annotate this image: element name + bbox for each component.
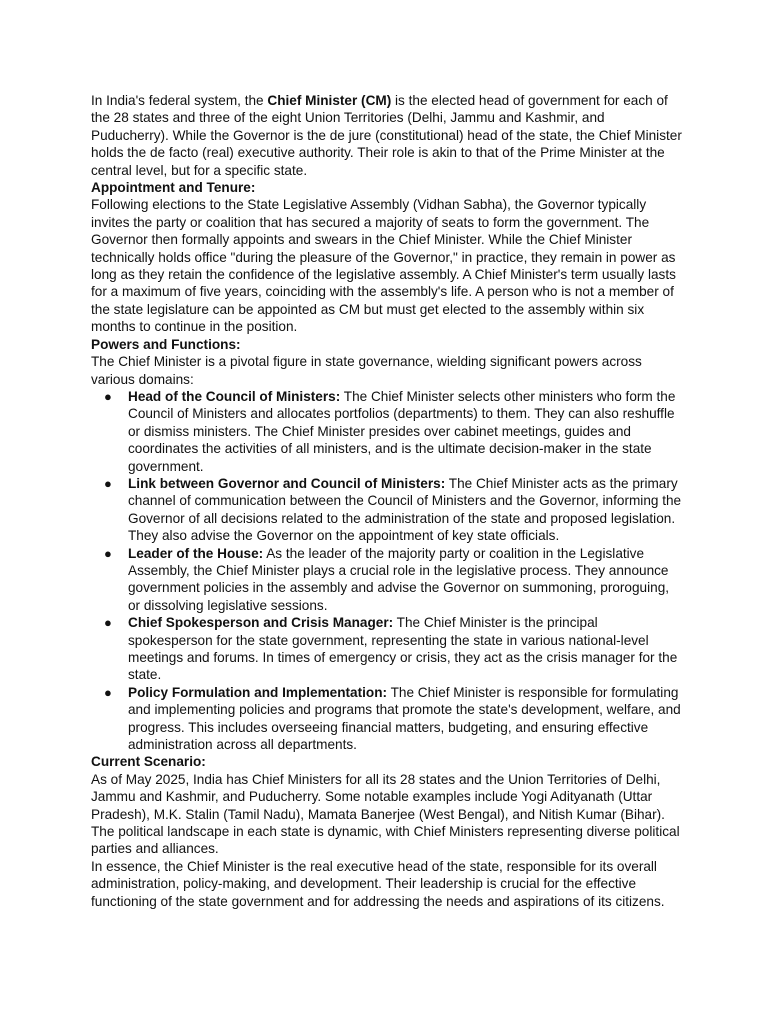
bullet-icon: ●	[104, 545, 112, 561]
list-item	[91, 475, 683, 545]
intro-text-start: In India's federal system, the	[91, 93, 268, 108]
list-item-title: Link between Governor and Council of Ministers:	[128, 475, 446, 491]
bullet-icon: ●	[104, 684, 112, 700]
appointment-paragraph: Following elections to the State Legislative Assembly (Vidhan Sabha), the Governor typically invites the party or coalition that has secured a majority of seats to form the government. The Governor then formally appoints and swears in the Chief Minister. While the Chief Minister technically holds office "during the pleasure of the Governor," in practice, they remain in power as long as they retain the confidence of the legislative assembly. A Chief Minister's term usually lasts for a maximum of five years, coinciding with the assembly's life. A person who is not a member of the state legislature can be appointed as CM but must get elected to the assembly within six months to continue in the position.	[91, 197, 676, 335]
list-item-title: Policy Formulation and Implementation:	[128, 684, 388, 700]
bullet-icon: ●	[104, 615, 112, 631]
list-item	[91, 684, 683, 754]
current-paragraph: As of May 2025, India has Chief Ministers for all its 28 states and the Union Territories of Delhi, Jammu and Kashmir, and Puducherry. Some notable examples include Yogi Adityanath (Uttar Pradesh), M.K. Stalin (Tamil Nadu), Mamata Banerjee (West Bengal), and Nitish Kumar (Bihar). The political landscape in each state is dynamic, with Chief Ministers representing diverse political parties and alliances.	[91, 771, 680, 857]
conclusion-paragraph: In essence, the Chief Minister is the real executive head of the state, responsible for its overall administration, policy-making, and development. Their leadership is crucial for the effective functioning of the state government and for addressing the needs and aspirations of its citizens.	[91, 858, 665, 909]
intro-text-end: is the elected head of government for each of the 28 states and three of the eight Union Territories (Delhi, Jammu and Kashmir, and Puducherry). While the Governor is the de jure (constitutional) head of the state, the Chief Minister holds the de facto (real) executive authority. Their role is akin to that of the Prime Minister at the central level, but for a specific state.	[91, 93, 682, 178]
list-item-text: As the leader of the majority party or coalition in the Legislative Assembly, the Chief Minister plays a crucial role in the legislative process. They announce government policies in the assembly and advise the Governor on summoning, proroguing, or dissolving legislative sessions.	[128, 545, 670, 613]
list-item-title: Leader of the House:	[128, 545, 264, 561]
powers-list	[91, 388, 683, 754]
powers-intro-paragraph: The Chief Minister is a pivotal figure in state governance, wielding significant powers across various domains:	[91, 354, 642, 387]
appointment-heading: Appointment and Tenure:	[91, 180, 256, 196]
document-page	[91, 92, 683, 910]
list-item-text: The Chief Minister acts as the primary channel of communication between the Council of Ministers and the Governor, informing the Governor of all decisions related to the administration of the state and proposed legislation. They also advise the Governor on the appointment of key state officials.	[128, 475, 682, 544]
intro-bold-term: Chief Minister (CM)	[267, 93, 392, 108]
list-item-text: The Chief Minister selects other ministers who form the Council of Ministers and allocates portfolios (departments) to them. They can also reshuffle or dismiss ministers. The Chief Minister presides over cabinet meetings, guides and coordinates the activities of all ministers, and is the ultimate decision-maker in the state government.	[128, 388, 676, 474]
bullet-icon: ●	[104, 475, 112, 491]
list-item	[91, 545, 683, 615]
powers-heading: Powers and Functions:	[91, 336, 241, 352]
list-item-title: Head of the Council of Ministers:	[128, 388, 341, 404]
intro-paragraph	[91, 92, 683, 179]
bullet-icon: ●	[104, 388, 112, 404]
list-item	[91, 614, 683, 684]
current-heading: Current Scenario:	[91, 754, 206, 770]
list-item	[91, 388, 683, 475]
list-item-text: The Chief Minister is responsible for formulating and implementing policies and programs that promote the state's development, welfare, and progress. This includes overseeing financial matters, budgeting, and ensuring effective administration across all departments.	[128, 684, 681, 753]
list-item-text: The Chief Minister is the principal spokesperson for the state government, representing the state in various national-level meetings and forums. In times of emergency or crisis, they act as the crisis manager for the state.	[128, 615, 678, 683]
list-item-title: Chief Spokesperson and Crisis Manager:	[128, 615, 394, 631]
